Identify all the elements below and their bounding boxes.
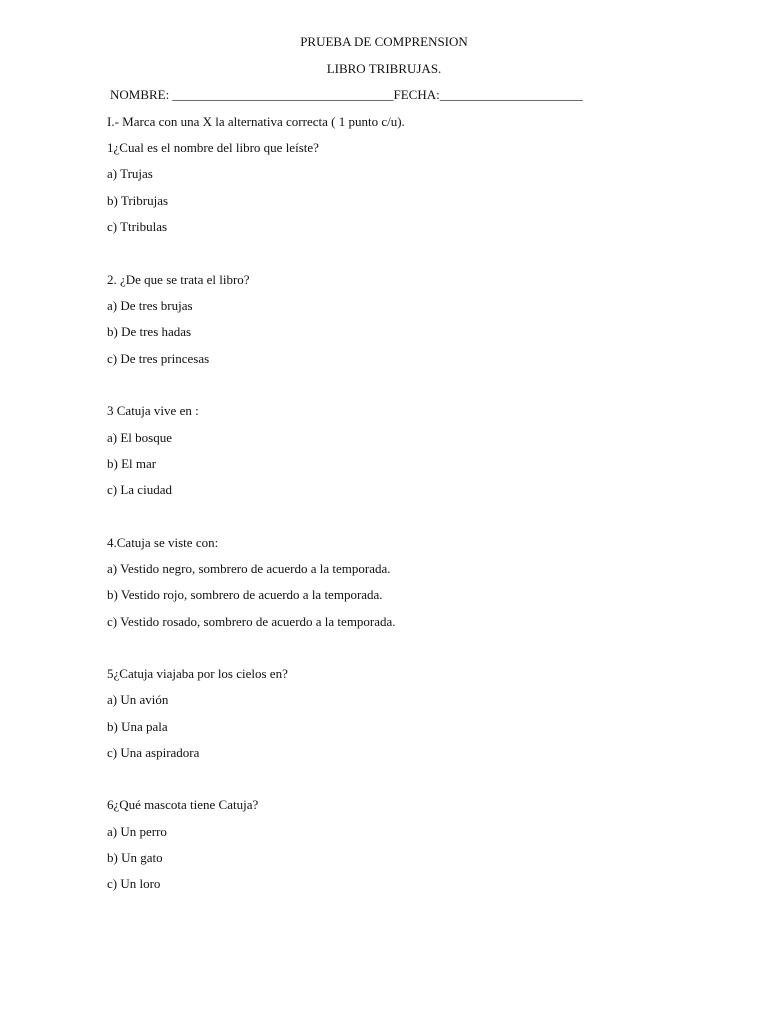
name-date-line: NOMBRE: __________________________________FECHA:______________________ (110, 87, 583, 102)
answer-option: a) Vestido negro, sombrero de acuerdo a la temporada. (107, 561, 391, 576)
instructions: I.- Marca con una X la alternativa correcta ( 1 punto c/u). (107, 114, 405, 129)
answer-option: a) Un perro (107, 824, 167, 839)
page-title: PRUEBA DE COMPRENSION (300, 34, 468, 49)
answer-option: c) De tres princesas (107, 351, 210, 366)
answer-option: a) Trujas (107, 166, 153, 181)
question-prompt: 1¿Cual es el nombre del libro que leíste? (107, 140, 319, 155)
question-prompt: 4.Catuja se viste con: (107, 535, 219, 550)
answer-option: b) El mar (107, 456, 157, 471)
answer-option: a) Un avión (107, 692, 169, 707)
question-prompt: 3 Catuja vive en : (107, 403, 199, 418)
question-prompt: 6¿Qué mascota tiene Catuja? (107, 797, 259, 812)
answer-option: c) Vestido rosado, sombrero de acuerdo a la temporada. (107, 614, 396, 629)
book-title: LIBRO TRIBRUJAS. (326, 61, 442, 76)
answer-option: b) Una pala (107, 719, 168, 734)
answer-option: b) Tribrujas (107, 193, 169, 208)
answer-option: a) De tres brujas (107, 298, 193, 313)
question-prompt: 2. ¿De que se trata el libro? (107, 272, 250, 287)
answer-option: a) El bosque (107, 430, 172, 445)
question-prompt: 5¿Catuja viajaba por los cielos en? (107, 666, 288, 681)
answer-option: b) Un gato (107, 850, 163, 865)
answer-option: c) Ttribulas (107, 219, 168, 234)
answer-option: c) Un loro (107, 876, 161, 891)
answer-option: c) La ciudad (107, 482, 172, 497)
answer-option: c) Una aspiradora (107, 745, 200, 760)
answer-option: b) De tres hadas (107, 324, 192, 339)
answer-option: b) Vestido rojo, sombrero de acuerdo a la temporada. (107, 587, 383, 602)
